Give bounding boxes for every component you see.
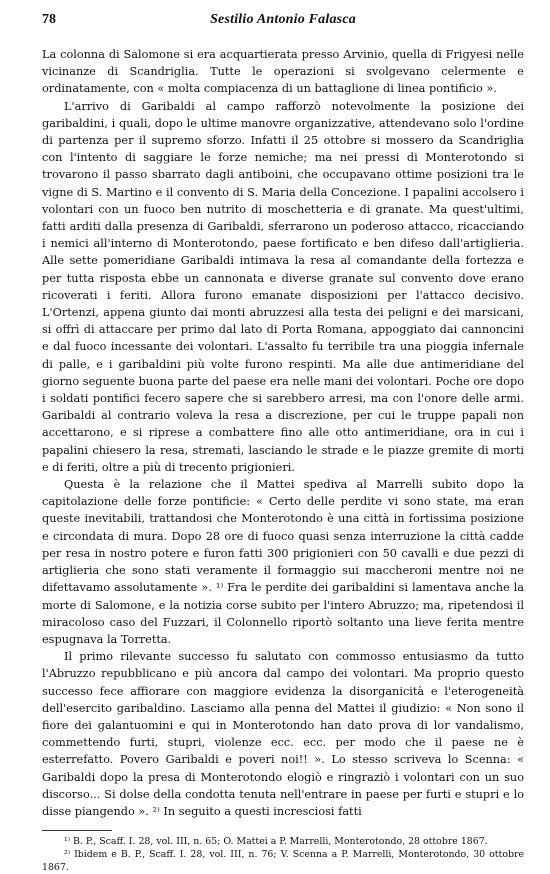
page-header	[42, 12, 524, 36]
footnote-divider	[42, 830, 112, 831]
paragraph: Il primo rilevante successo fu salutato con commosso entusiasmo da tutto l'Abruzzo repubblicano e più ancora dal campo dei volontari. Ma proprio questo successo fece affiorare con maggiore evidenza la disorganicità e l'eterogeneità dell'esercito garibaldino. Lasciamo alla penna del Mattei il giudizio: « Non sono il fiore dei galantuomini e qui in Monterotondo han dato prova di lor vandalismo, commettendo furti, stupri, violenze ecc. ecc. per modo che il paese ne è esterrefatto. Povero Garibaldi e poveri noi!! ». Lo stesso scriveva lo Scenna: « Garibaldi dopo la presa di Monterotondo elogiò e ringraziò i volontari con un suo discorso... Si dolse della condotta tenuta nell'entrare in paese per furti e stupri e lo disse piangendo ». ²⁾ In seguito a questi incresciosi fatti	[42, 650, 524, 818]
footnotes	[42, 835, 524, 874]
page-number: 78	[42, 12, 56, 27]
footnote: ¹⁾ B. P., Scaff. I. 28, vol. III, n. 65; O. Mattei a P. Marrelli, Monterotondo, 28 ottobre 1867.	[64, 836, 488, 848]
footnote: ²⁾ Ibidem e B. P., Scaff. I. 28, vol. III, n. 76; V. Scenna a P. Marrelli, Monterotondo, 30 ottobre 1867.	[42, 849, 524, 874]
paragraph: L'arrivo di Garibaldi al campo rafforzò notevolmente la posizione dei garibaldini, i quali, dopo le ultime manovre organizzative, attendevano solo l'ordine di partenza per il supremo sforzo. Infatti il 25 ottobre si mossero da Scandriglia con l'intento di saggiare le forze nemiche; ma nei pressi di Monterotondo si trovarono il passo sbarrato dagli antiboini, che occupavano ottime posizioni tra le vigne di S. Martino e il convento di S. Maria della Concezione. I papalini accolsero i volontari con un fuoco ben nutrito di moschetteria e di granate. Ma quest'ultimi, fatti arditi dalla presenza di Garibaldi, sferrarono un poderoso attacco, ricacciando i nemici all'interno di Monterotondo, paese fortificato e ben difeso dall'artiglieria. Alle sette pomeridiane Garibaldi intimava la resa al comandante della fortezza e per tutta risposta ebbe un cannonata e diverse granate sul convento dove erano ricoverati i feriti. Allora furono emanate disposizioni per l'attacco decisivo. L'Ortenzi, appena giunto dai monti abruzzesi alla testa dei peligni e dei marsicani, si offrì di attaccare per primo dal lato di Porta Romana, appoggiato dai cannoncini e dal fuoco incessante dei volontari. L'assalto fu terribile tra una pioggia infernale di palle, e i garibaldini più volte furono respinti. Ma alle due antimeridiane del giorno seguente buona parte del paese era nelle mani dei volontari. Poche ore dopo i soldati pontifici fecero sapere che si sarebbero arresi, ma con l'onore delle armi. Garibaldi al contrario voleva la resa a discrezione, per cui le truppe papali non accettarono, e si riprese a combattere fino alle otto antimeridiane, ora in cui i papalini chiesero la resa, stremati, lasciando le strade e le piazze gremite di morti e di feriti, oltre a più di trecento prigionieri.	[42, 99, 524, 474]
main-text	[42, 46, 524, 820]
paragraph: Questa è la relazione che il Mattei spediva al Marrelli subito dopo la capitolazione delle forze pontificie: « Certo delle perdite vi sono state, ma eran queste inevitabili, trattandosi che Monterotondo è una città in fortissima posizione e circondata di mura. Dopo 28 ore di fuoco quasi senza interruzione la città cadde per resa in nostro potere e furon fatti 300 prigionieri con 50 cavalli e due pezzi di artiglieria che sono stati veramente il formaggio sui maccheroni mentre noi ne difettavamo assolutamente ». ¹⁾ Fra le perdite dei garibaldini si lamentava anche la morte di Salomone, e la notizia corse subito per l'intero Abruzzo; ma, ripetendosi il miracoloso caso del Fuzzari, il Colonnello riportò soltanto una lieve ferita mentre espugnava la Torretta.	[42, 478, 524, 646]
paragraph: La colonna di Salomone si era acquartierata presso Arvinio, quella di Frigyesi nelle vicinanze di Scandriglia. Tutte le operazioni si svolgevano celermente e ordinatamente, con « molta compiacenza di un battaglione di linea pontificio ».	[42, 48, 524, 96]
running-title: Sestilio Antonio Falasca	[210, 12, 356, 27]
